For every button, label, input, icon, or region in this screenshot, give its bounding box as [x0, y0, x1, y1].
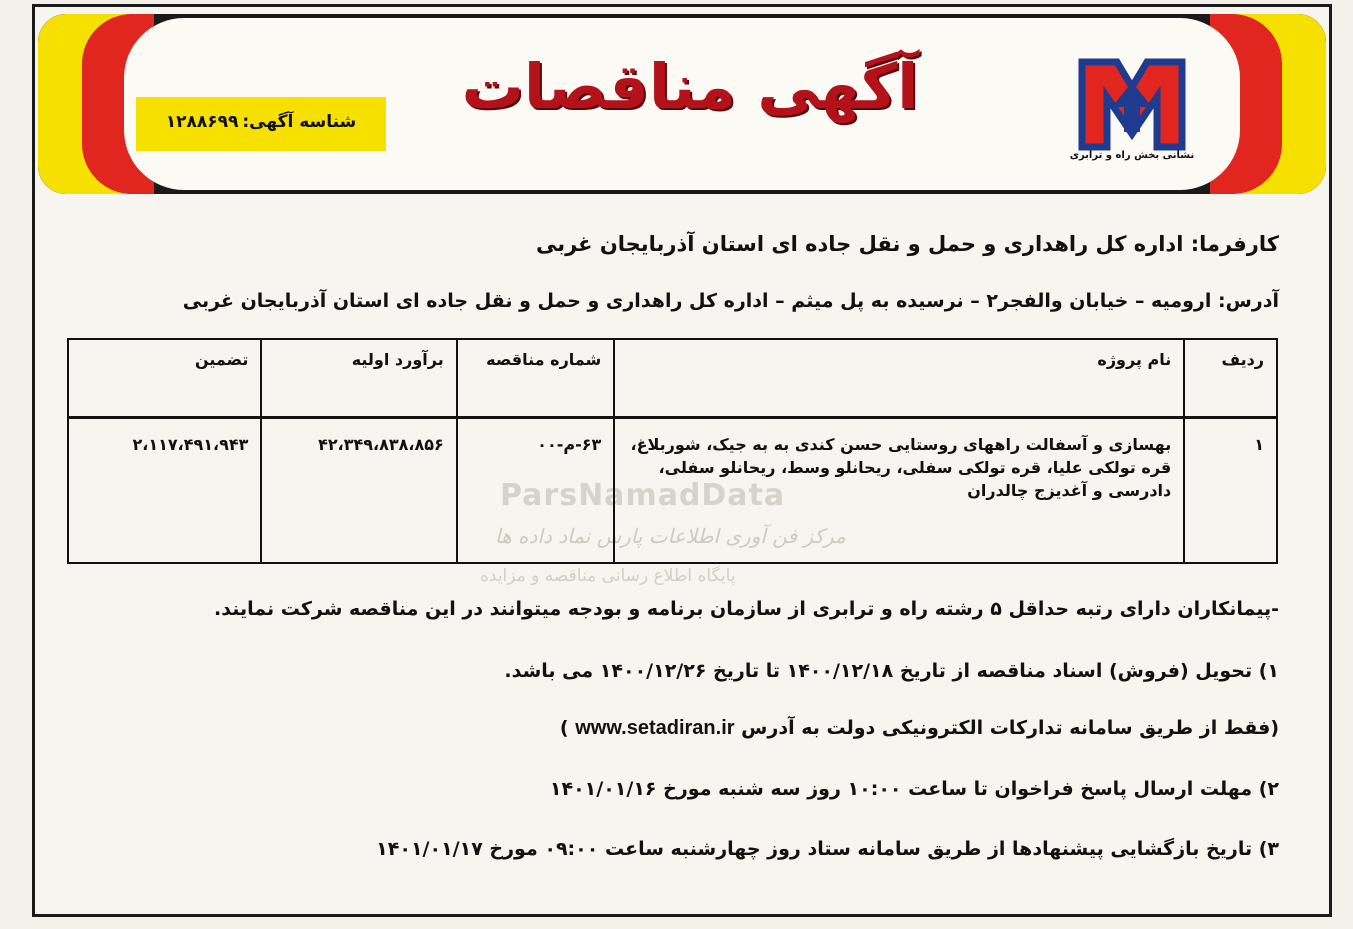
- watermark-line-2: پایگاه اطلاع رسانی مناقصه و مزایده: [480, 566, 736, 586]
- condition-item-1: ۱) تحویل (فروش) اسناد مناقصه از تاریخ ۱۴۰۰/۱۲/۱۸ تا تاریخ ۱۴۰۰/۱۲/۲۶ می باشد.: [504, 660, 1279, 682]
- condition-item-3: ۳) تاریخ بازگشایی پیشنهادها از طریق سامانه ستاد روز چهارشنبه ساعت ۰۹:۰۰ مورخ ۱۴۰۱/۰۱/۱۷: [376, 838, 1279, 860]
- condition-item-1-note: [560, 717, 1279, 740]
- ad-id-label: شناسه آگهی:: [242, 112, 357, 132]
- header-estimate: برآورد اولیه: [260, 340, 455, 416]
- address-line: آدرس: ارومیه – خیابان والفجر۲ – نرسیده به پل میثم – اداره کل راهداری و حمل و نقل جاده ای استان آذربایجان غربی: [182, 290, 1279, 312]
- watermark-brand: ParsNamadData: [500, 478, 786, 513]
- note-prefix: (فقط از طریق سامانه تدارکات الکترونیکی دولت به آدرس: [741, 717, 1279, 739]
- tender-table: [67, 338, 1278, 564]
- eligibility-text: -پیمانکاران دارای رتبه حداقل ۵ رشته راه و ترابری از سازمان برنامه و بودجه میتوانند در این مناقصه شرکت نمایند.: [214, 598, 1279, 620]
- ad-id-value: ۱۲۸۸۶۹۹: [165, 112, 239, 132]
- employer-line: کارفرما: اداره کل راهداری و حمل و نقل جاده ای استان آذربایجان غربی: [535, 232, 1279, 256]
- condition-item-2: ۲) مهلت ارسال پاسخ فراخوان تا ساعت ۱۰:۰۰ روز سه شنبه مورخ ۱۴۰۱/۰۱/۱۶: [549, 778, 1279, 800]
- header-tender-number: شماره مناقصه: [456, 340, 614, 416]
- ad-id-badge: [136, 97, 386, 151]
- note-suffix: ): [559, 717, 569, 739]
- page-title: آگهی مناقصات: [461, 50, 919, 123]
- table-header-row: [69, 340, 1276, 419]
- header-project-name: نام پروژه: [613, 340, 1183, 416]
- table-row: [69, 419, 1276, 563]
- cell-guarantee: ۲،۱۱۷،۴۹۱،۹۴۳: [132, 435, 249, 454]
- cell-row-no: ۱: [1183, 419, 1276, 563]
- header-row-no: ردیف: [1183, 340, 1276, 416]
- cell-tender-number: ۶۳-م-۰۰: [456, 419, 614, 563]
- cell-project-name: بهسازی و آسفالت راههای روستایی حسن کندی به به جیک، شوربلاغ، قره تولکی علیا، قره تولکی سفلی، ریحانلو وسط، ریحانلو سفلی، دادرسی و آغدیزج چالدران: [613, 419, 1183, 563]
- header-guarantee: تضمین: [194, 350, 249, 369]
- cell-estimate: ۴۲،۳۴۹،۸۳۸،۸۵۶: [260, 419, 455, 563]
- logo-caption: نشانی بخش راه و ترابری: [1069, 150, 1195, 161]
- setadiran-link[interactable]: www.setadiran.ir: [575, 717, 735, 739]
- watermark-line-1: مرکز فن آوری اطلاعات پارس نماد داده ها: [495, 524, 846, 548]
